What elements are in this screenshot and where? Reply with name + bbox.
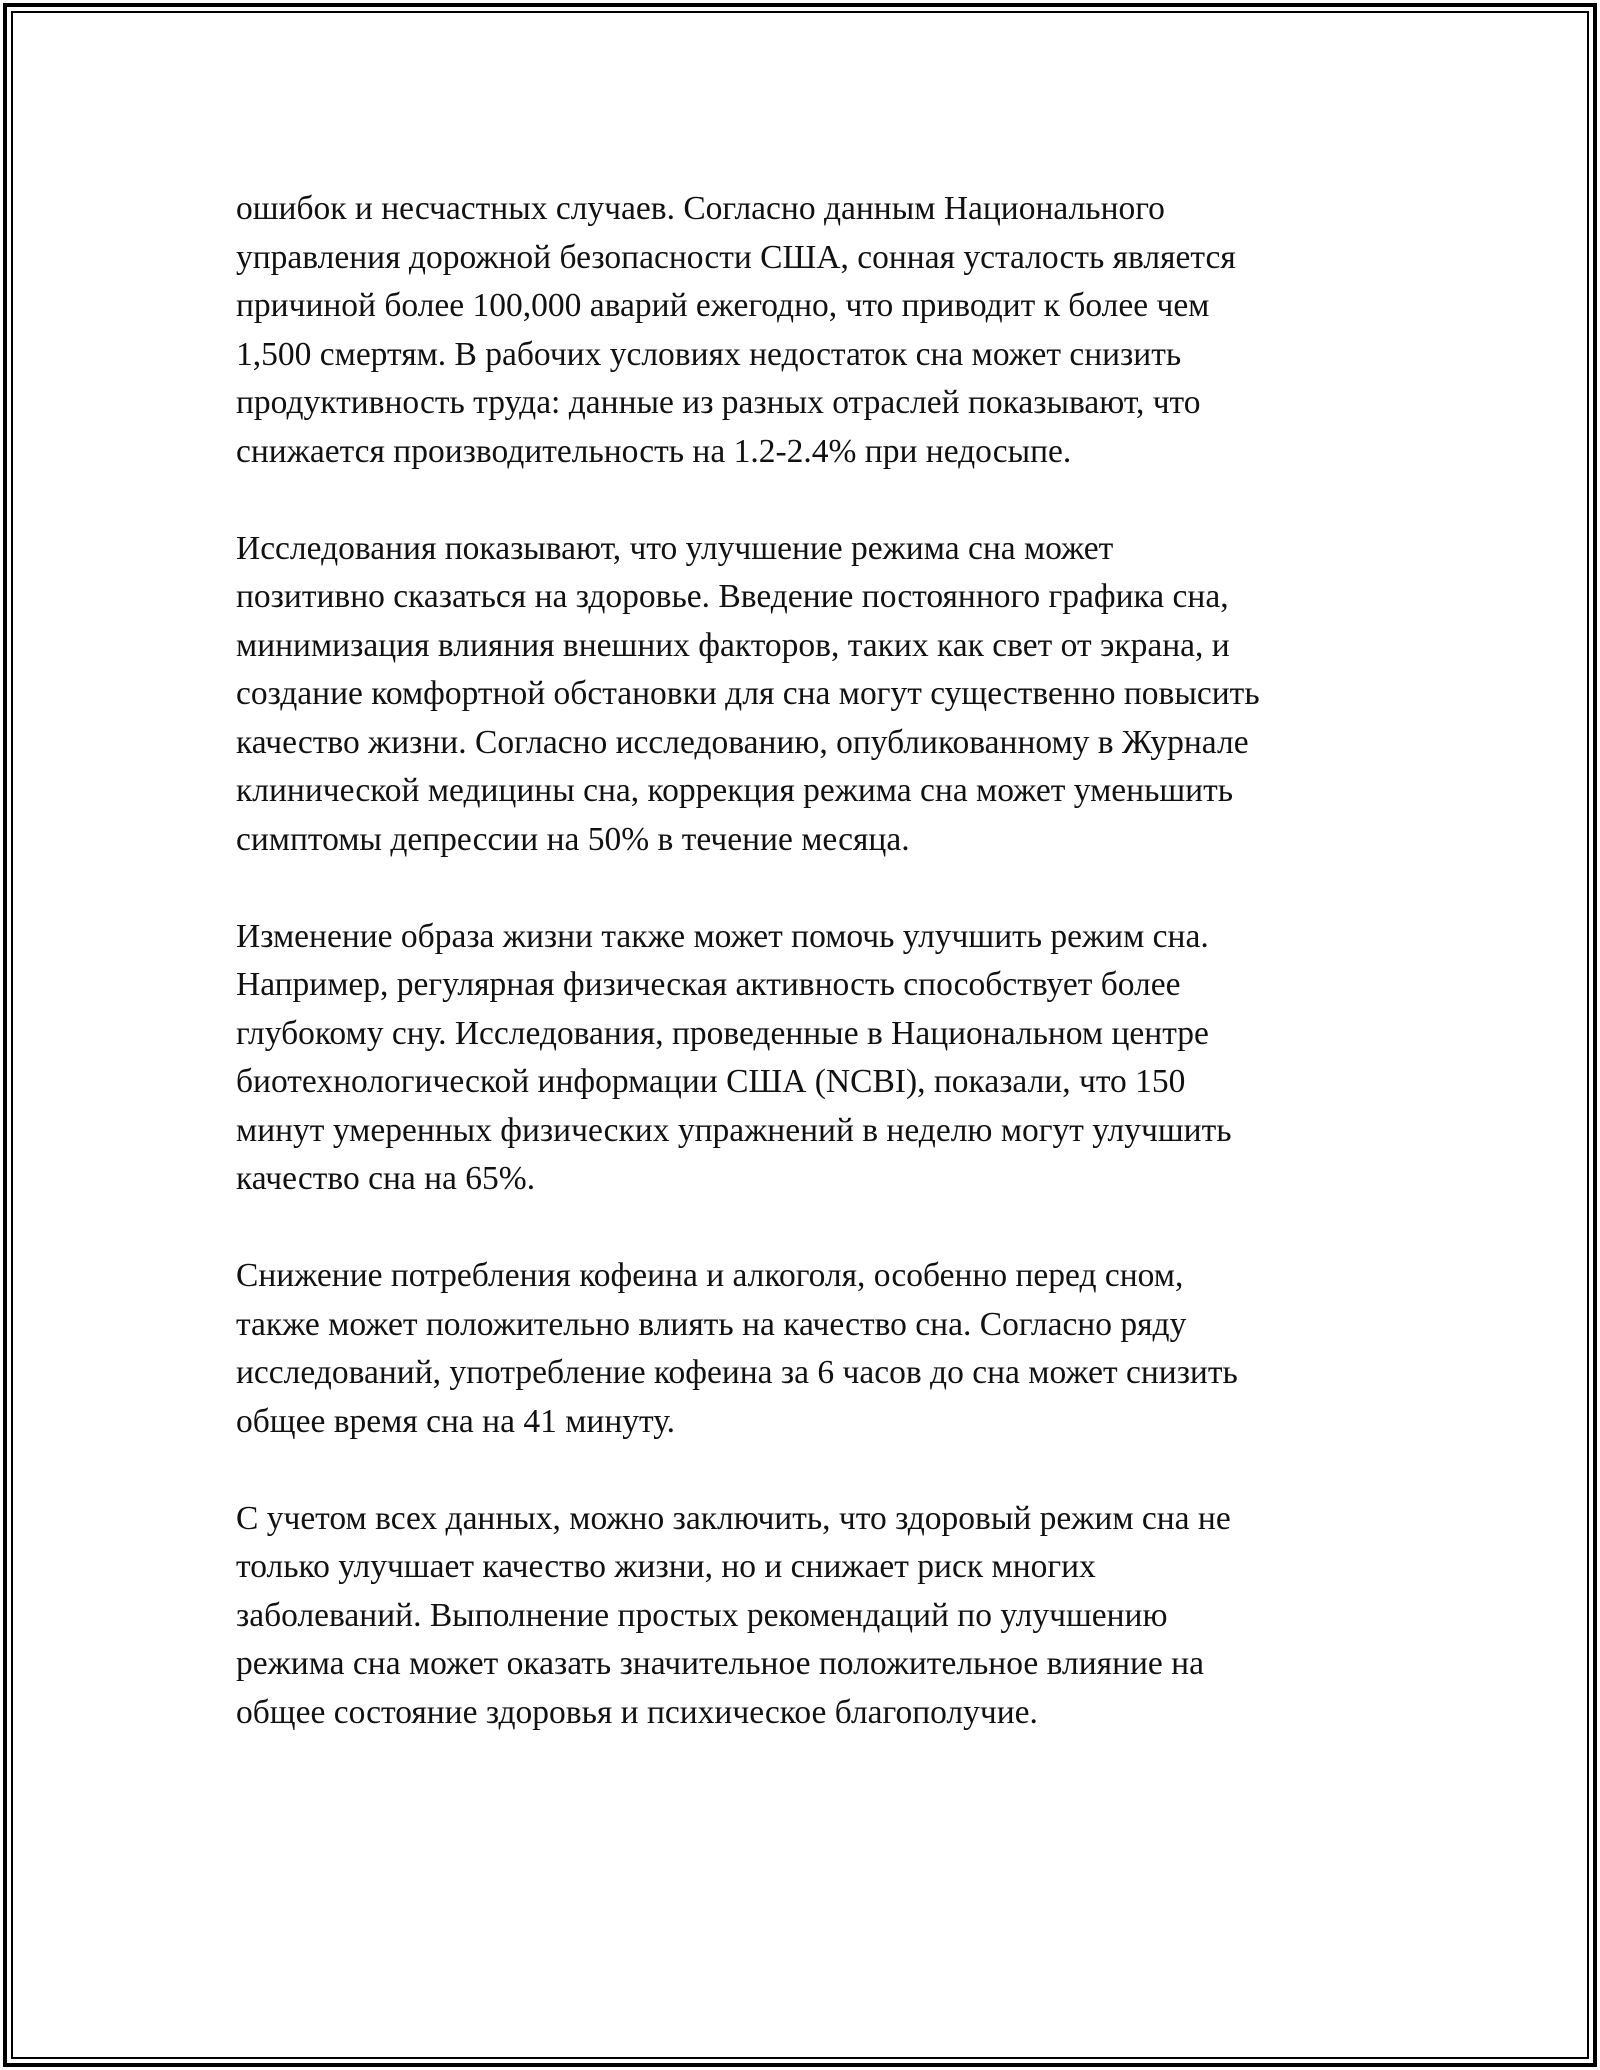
text-line: качество сна на 65%. bbox=[236, 1160, 536, 1197]
text-line: симптомы депрессии на 50% в течение месяца. bbox=[236, 820, 910, 858]
text-line: С учетом всех данных, можно заключить, что здоровый режим сна не bbox=[236, 1499, 1231, 1537]
text-line: ошибок и несчастных случаев. Согласно данным Национального bbox=[236, 190, 1165, 227]
document-body bbox=[236, 185, 1416, 1786]
text-line: общее состояние здоровья и психическое благополучие. bbox=[236, 1693, 1038, 1731]
text-line: общее время сна на 41 минуту. bbox=[236, 1402, 675, 1440]
text-line: заболеваний. Выполнение простых рекомендаций по улучшению bbox=[236, 1596, 1168, 1634]
text-line: создание комфортной обстановки для сна могут существенно повысить bbox=[236, 675, 1260, 712]
text-line: Изменение образа жизни также может помочь улучшить режим сна. bbox=[236, 917, 1209, 955]
text-line: только улучшает качество жизни, но и снижает риск многих bbox=[236, 1548, 1096, 1585]
text-line: Например, регулярная физическая активность способствует более bbox=[236, 966, 1181, 1003]
text-line: причиной более 100,000 аварий ежегодно, что приводит к более чем bbox=[236, 287, 1210, 324]
text-line: минимизация влияния внешних факторов, таких как свет от экрана, и bbox=[236, 626, 1230, 664]
text-line: исследований, употребление кофеина за 6 часов до сна может снизить bbox=[236, 1354, 1238, 1391]
paragraph-lifestyle bbox=[236, 913, 1416, 1204]
text-line: глубокому сну. Исследования, проведенные в Национальном центре bbox=[236, 1014, 1209, 1052]
paragraph-conclusion bbox=[236, 1495, 1416, 1738]
paragraph-caffeine bbox=[236, 1252, 1416, 1446]
text-line: снижается производительность на 1.2-2.4% при недосыпе. bbox=[236, 432, 1072, 470]
text-line: управления дорожной безопасности США, сонная усталость является bbox=[236, 238, 1236, 276]
text-line: биотехнологической информации США (NCBI), показали, что 150 bbox=[236, 1063, 1186, 1100]
text-line: качество жизни. Согласно исследованию, опубликованному в Журнале bbox=[236, 723, 1249, 761]
text-line: также может положительно влиять на качество сна. Согласно ряду bbox=[236, 1305, 1187, 1343]
text-line: Исследования показывают, что улучшение режима сна может bbox=[236, 529, 1114, 567]
text-line: позитивно сказаться на здоровье. Введение постоянного графика сна, bbox=[236, 578, 1229, 615]
text-line: клинической медицины сна, коррекция режима сна может уменьшить bbox=[236, 772, 1233, 809]
text-line: минут умеренных физических упражнений в неделю могут улучшить bbox=[236, 1111, 1232, 1149]
text-line: продуктивность труда: данные из разных отраслей показывают, что bbox=[236, 384, 1201, 421]
paragraph-accidents bbox=[236, 185, 1416, 476]
text-line: 1,500 смертям. В рабочих условиях недостаток сна может снизить bbox=[236, 335, 1182, 373]
text-line: Снижение потребления кофеина и алкоголя, особенно перед сном, bbox=[236, 1257, 1184, 1294]
text-line: режима сна может оказать значительное положительное влияние на bbox=[236, 1645, 1204, 1682]
paragraph-sleep-regime bbox=[236, 525, 1416, 865]
